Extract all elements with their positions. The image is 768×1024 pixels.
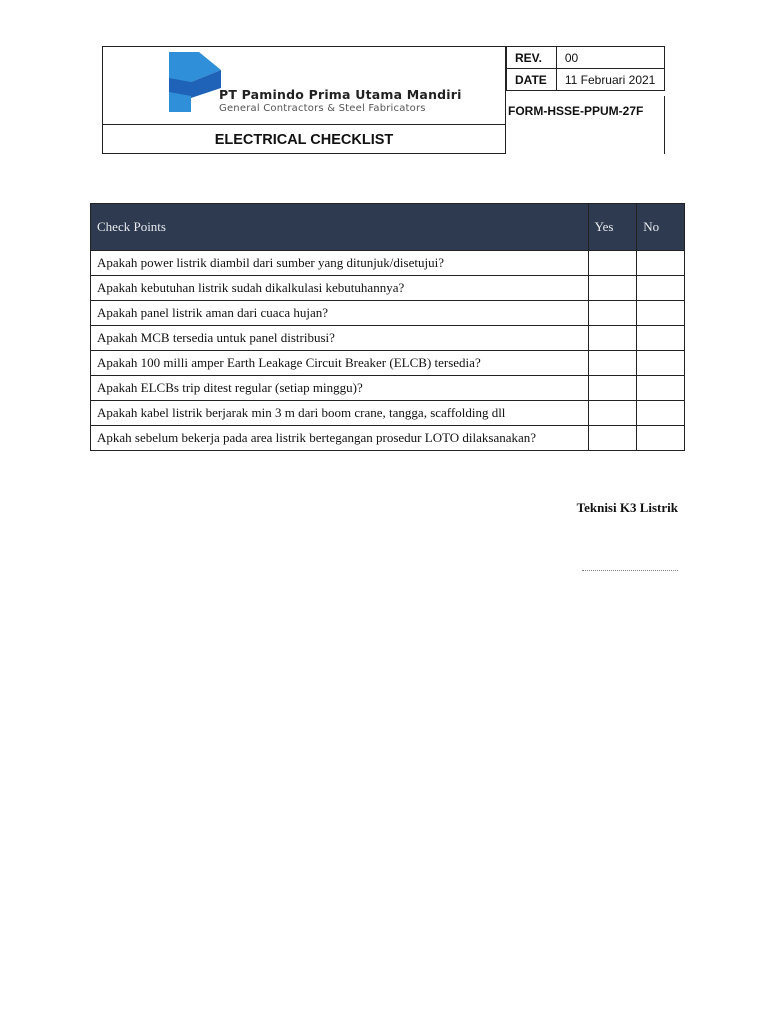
check-point: Apakah power listrik diambil dari sumber yang ditunjuk/disetujui? [91, 251, 589, 276]
check-point: Apakah kebutuhan listrik sudah dikalkulasi kebutuhannya? [91, 276, 589, 301]
table-row [91, 376, 685, 401]
form-meta-table [506, 46, 665, 91]
check-point: Apakah ELCBs trip ditest regular (setiap minggu)? [91, 376, 589, 401]
signature-title: Teknisi K3 Listrik [576, 500, 678, 515]
date-value: 11 Februari 2021 [556, 69, 664, 91]
table-row [91, 426, 685, 451]
rev-row [507, 47, 665, 69]
signature-line[interactable] [582, 570, 678, 571]
check-point: Apakah 100 milli amper Earth Leakage Circuit Breaker (ELCB) tersedia? [91, 351, 589, 376]
form-code: FORM-HSSE-PPUM-27F [508, 104, 644, 118]
column-check-points: Check Points [91, 204, 589, 251]
check-point: Apakah kabel listrik berjarak min 3 m dari boom crane, tangga, scaffolding dll [91, 401, 589, 426]
no-cell[interactable] [637, 276, 685, 301]
yes-cell[interactable] [588, 326, 637, 351]
rev-label: REV. [507, 47, 557, 69]
no-cell[interactable] [637, 351, 685, 376]
yes-cell[interactable] [588, 376, 637, 401]
yes-cell[interactable] [588, 301, 637, 326]
table-row [91, 326, 685, 351]
column-yes: Yes [588, 204, 637, 251]
form-header [102, 46, 506, 154]
no-cell[interactable] [637, 326, 685, 351]
company-logo-block [103, 47, 505, 123]
no-cell[interactable] [637, 401, 685, 426]
form-code-cell [506, 96, 665, 154]
no-cell[interactable] [637, 301, 685, 326]
table-row [91, 351, 685, 376]
company-logo-icon [169, 52, 221, 112]
table-row [91, 401, 685, 426]
no-cell[interactable] [637, 426, 685, 451]
yes-cell[interactable] [588, 401, 637, 426]
column-no: No [637, 204, 685, 251]
company-name: PT Pamindo Prima Utama Mandiri [219, 87, 462, 102]
yes-cell[interactable] [588, 251, 637, 276]
check-point: Apkah sebelum bekerja pada area listrik bertegangan prosedur LOTO dilaksanakan? [91, 426, 589, 451]
date-row [507, 69, 665, 91]
date-label: DATE [507, 69, 557, 91]
check-point: Apakah panel listrik aman dari cuaca hujan? [91, 301, 589, 326]
table-row [91, 276, 685, 301]
no-cell[interactable] [637, 376, 685, 401]
yes-cell[interactable] [588, 276, 637, 301]
company-subtitle: General Contractors & Steel Fabricators [219, 103, 426, 114]
rev-value: 00 [556, 47, 664, 69]
checklist-table [90, 203, 685, 451]
checklist-header-row [91, 204, 685, 251]
table-row [91, 301, 685, 326]
check-point: Apakah MCB tersedia untuk panel distribusi? [91, 326, 589, 351]
no-cell[interactable] [637, 251, 685, 276]
yes-cell[interactable] [588, 426, 637, 451]
yes-cell[interactable] [588, 351, 637, 376]
form-title: ELECTRICAL CHECKLIST [103, 124, 505, 154]
table-row [91, 251, 685, 276]
